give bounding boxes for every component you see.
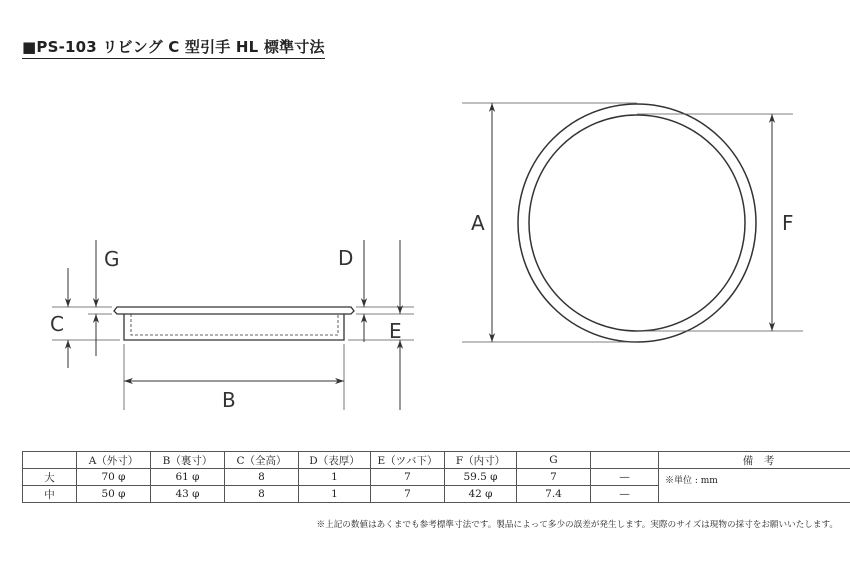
hidden-line [131,314,338,335]
table-row [23,469,850,486]
header-cell-remarks: 備 考 [659,452,850,469]
cup-outline [124,314,344,340]
table-cell: 7.4 [517,486,591,503]
table-cell: 中 [23,486,77,503]
table-cell: 大 [23,469,77,486]
table-cell: 7 [371,486,445,503]
table-cell: 61 φ [151,469,225,486]
side-view [114,307,354,340]
header-cell: A（外寸） [77,452,151,469]
ring-extension-lines [462,103,803,342]
table-cell: — [591,486,659,503]
table-cell: 1 [299,469,371,486]
table-cell: 7 [517,469,591,486]
top-view-ring [518,104,756,342]
table-cell: 8 [225,486,299,503]
table-cell: 59.5 φ [445,469,517,486]
header-cell: E（ツバ下） [371,452,445,469]
table-cell: 70 φ [77,469,151,486]
table-header-row [23,452,850,469]
label-b: B [222,388,236,412]
header-cell [591,452,659,469]
table-cell: 50 φ [77,486,151,503]
label-a: A [471,211,485,235]
header-cell: F（内寸） [445,452,517,469]
label-f: F [782,211,794,235]
table-cell: 43 φ [151,486,225,503]
label-g: G [104,247,120,271]
spec-table [22,451,850,503]
footnote: ※上記の数値はあくまでも参考標準寸法です。製品によって多少の誤差が発生します。実際のサイズは現物の採寸をお願いいたします。 [316,520,838,530]
remarks-cell: ※単位 : mm [659,469,850,503]
label-c: C [50,312,64,336]
header-cell: C（全高） [225,452,299,469]
header-cell: G [517,452,591,469]
label-d: D [338,246,354,270]
table-cell: 8 [225,469,299,486]
inner-circle [529,115,745,331]
table-cell: 42 φ [445,486,517,503]
outer-circle [518,104,756,342]
table-cell: 7 [371,469,445,486]
header-cell: B（裏寸） [151,452,225,469]
page-title: ■PS-103 リビング C 型引手 HL 標準寸法 [22,36,325,59]
flange-outline [114,307,354,314]
table-cell: — [591,469,659,486]
table-cell: 1 [299,486,371,503]
header-cell [23,452,77,469]
header-cell: D（表厚） [299,452,371,469]
label-e: E [389,319,402,343]
